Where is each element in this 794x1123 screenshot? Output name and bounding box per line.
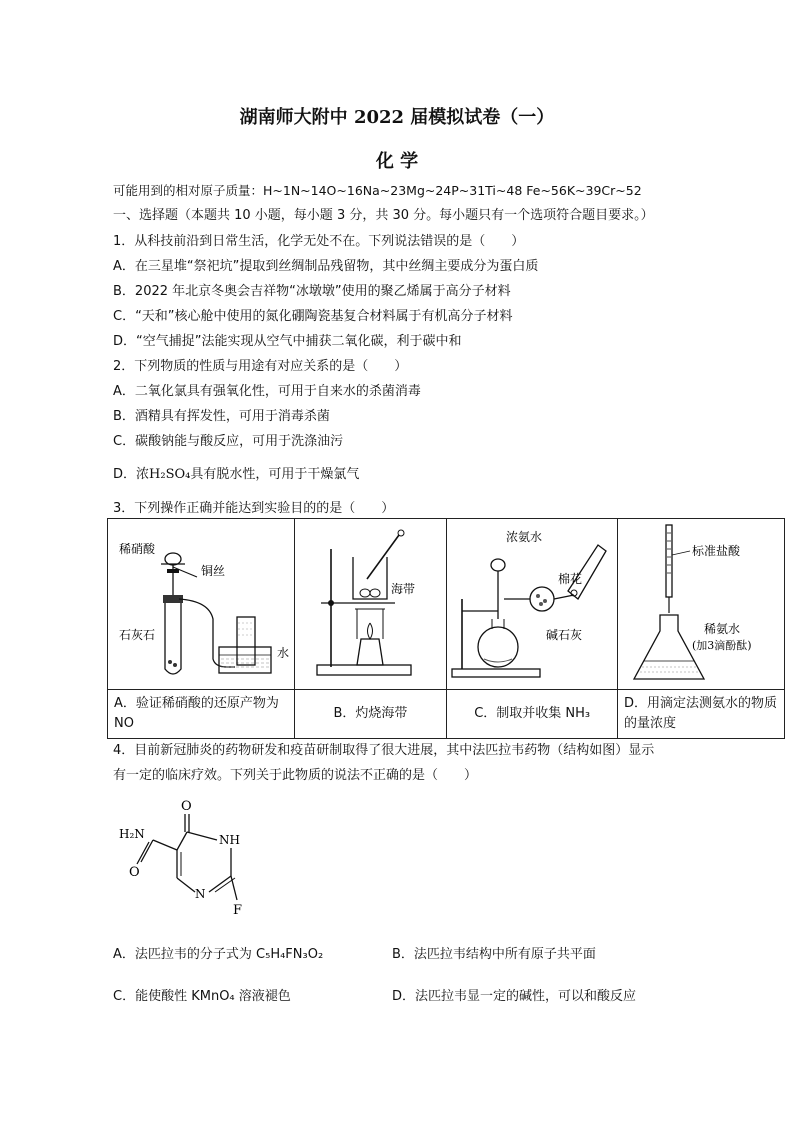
- figure-d-cell: [618, 519, 785, 690]
- h2so4-formula: H₂SO₄: [149, 467, 191, 482]
- fig-c-label-3: 碱石灰: [546, 628, 583, 642]
- caption-b: B．灼烧海带: [294, 690, 447, 739]
- exam-title: 湖南师大附中 2022 届模拟试卷（一）: [239, 107, 555, 128]
- fig-a-label-3: 石灰石: [118, 628, 155, 642]
- q2-stem: 2．下列物质的性质与用途有对应关系的是（ ）: [113, 359, 408, 374]
- q4-stem-line1: 4．目前新冠肺炎的药物研发和疫苗研制取得了很大进展，其中法匹拉韦药物（结构如图）显示: [113, 743, 655, 758]
- experiment-table: [107, 518, 785, 739]
- q2-option-a: A．二氧化氯具有强氧化性，可用于自来水的杀菌消毒: [113, 384, 421, 399]
- fig-b-label-1: 海带: [391, 582, 416, 596]
- q4-option-b: B．法匹拉韦结构中所有原子共平面: [392, 947, 596, 962]
- caption-a: A．验证稀硝酸的还原产物为 NO: [108, 690, 295, 739]
- q4-option-c: C．能使酸性 KMnO₄ 溶液褪色: [113, 989, 291, 1004]
- fig-a-label-2: 铜丝: [200, 564, 225, 578]
- q1-stem: 1．从科技前沿到日常生活，化学无处不在。下列说法错误的是（ ）: [113, 234, 525, 249]
- q1-option-c: C．“天和”核心舱中使用的氮化硼陶瓷基复合材料属于有机高分子材料: [113, 309, 513, 324]
- figure-c-cell: [447, 519, 618, 690]
- q2-option-d: D．浓H₂SO₄具有脱水性，可用于干燥氯气: [113, 467, 360, 482]
- atom-n: N: [195, 887, 206, 901]
- favipiravir-structure: [113, 796, 273, 926]
- fig-c-label-1: 浓氨水: [506, 530, 543, 544]
- fig-c-label-2: 棉花: [558, 572, 583, 586]
- atom-f: F: [233, 903, 243, 918]
- q1-option-d: D．“空气捕捉”法能实现从空气中捕获二氧化碳，利于碳中和: [113, 334, 462, 349]
- caption-d: D．用滴定法测氨水的物质的量浓度: [618, 690, 785, 739]
- atom-o-left: O: [129, 865, 140, 880]
- section-heading: 一、选择题（本题共 10 小题，每小题 3 分，共 30 分。每小题只有一个选项符合题目要求。）: [113, 208, 654, 223]
- q2-option-c: C．碳酸钠能与酸反应，可用于洗涤油污: [113, 434, 344, 449]
- fig-d-label-2: 稀氨水: [704, 622, 741, 636]
- atom-o-top: O: [181, 799, 192, 814]
- figure-d-apparatus: [618, 519, 784, 685]
- q4-option-a: A．法匹拉韦的分子式为 C₅H₄FN₃O₂: [113, 947, 324, 962]
- figure-b-apparatus: [295, 519, 445, 685]
- caption-c: C．制取并收集 NH₃: [447, 690, 618, 739]
- q1-option-b: B．2022 年北京冬奥会吉祥物“冰墩墩”使用的聚乙烯属于高分子材料: [113, 284, 511, 299]
- q4-stem-line2: 有一定的临床疗效。下列关于此物质的说法不正确的是（ ）: [113, 768, 478, 783]
- fig-d-label-3: (加3滴酚酞): [692, 639, 752, 652]
- q4-option-d: D．法匹拉韦显一定的碱性，可以和酸反应: [392, 989, 637, 1004]
- atomic-masses: 可能用到的相对原子质量：H~1N~14O~16Na~23Mg~24P~31Ti~48 Fe~56K~39Cr~52: [113, 183, 642, 198]
- fig-d-label-1: 标准盐酸: [692, 544, 741, 558]
- fig-a-label-1: 稀硝酸: [118, 542, 155, 556]
- figure-a-apparatus: [109, 519, 293, 685]
- atom-nh: NH: [219, 833, 240, 847]
- subject-title: 化 学: [375, 151, 419, 172]
- fig-a-label-4: 水: [276, 646, 289, 660]
- q2-option-b: B．酒精具有挥发性，可用于消毒杀菌: [113, 409, 330, 424]
- figure-b-cell: [294, 519, 447, 690]
- figure-c-apparatus: [448, 519, 616, 685]
- q1-option-a: A．在三星堆“祭祀坑”提取到丝绸制品残留物，其中丝绸主要成分为蛋白质: [113, 259, 539, 274]
- atom-h2n: H₂N: [119, 827, 145, 841]
- q3-stem: 3．下列操作正确并能达到实验目的的是（ ）: [113, 501, 395, 516]
- figure-a-cell: [108, 519, 295, 690]
